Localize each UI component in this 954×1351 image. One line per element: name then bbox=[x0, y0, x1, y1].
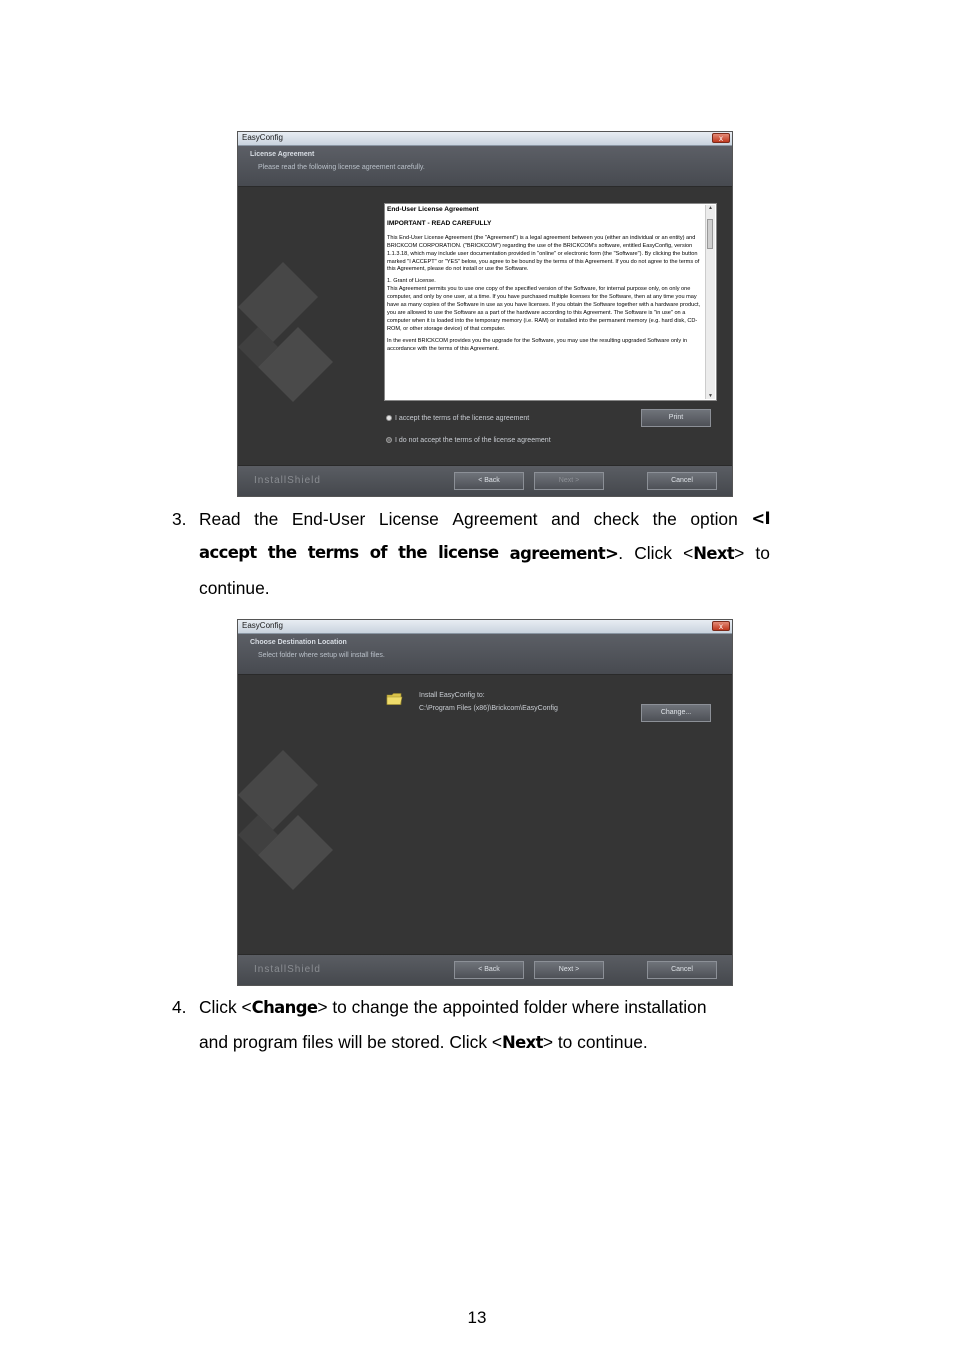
bold-word: terms bbox=[307, 543, 359, 562]
header-title: Choose Destination Location bbox=[250, 639, 347, 646]
accept-radio-label: I accept the terms of the license agreement bbox=[395, 415, 530, 422]
radio-selected-icon[interactable] bbox=[386, 437, 392, 443]
next-button[interactable]: Next > bbox=[534, 472, 604, 490]
step-4-text bbox=[199, 990, 770, 1060]
word: Agreement bbox=[452, 509, 538, 529]
word: . bbox=[618, 543, 624, 563]
license-text-box[interactable] bbox=[384, 203, 717, 401]
text-line bbox=[199, 1025, 770, 1060]
word: < bbox=[683, 543, 694, 563]
decline-radio[interactable] bbox=[386, 437, 551, 444]
change-button[interactable]: Change... bbox=[641, 704, 711, 722]
close-icon[interactable]: x bbox=[712, 133, 730, 143]
step-number: 4. bbox=[172, 997, 187, 1017]
word: and bbox=[551, 509, 581, 529]
cancel-button[interactable]: Cancel bbox=[647, 472, 717, 490]
text: and program files will be stored. Click < bbox=[199, 1032, 503, 1052]
word: Read bbox=[199, 509, 241, 529]
title-bar bbox=[238, 620, 732, 634]
word: check bbox=[593, 509, 640, 529]
license-paragraph: This End-User License Agreement (the "Agreement") is a legal agreement between you (either an individual or an entity) and BRICKCOM CORPORATION. ("BRICKCOM") regarding the use of the BRICKCOM's software, entitled EasyConfig, version 1.1.3.18, which may include user documentation provided in "online" or electronic form (the "Software"). By clicking the button marked "I ACCEPT" or "YES" below, you agree to be bound by the terms of this Agreement. If you do not agree to the terms of this Agreement, please do not install or use the Software. bbox=[387, 234, 700, 273]
bold-word: accept bbox=[199, 543, 257, 562]
install-path: C:\Program Files (x86)\Brickcom\EasyConfig bbox=[419, 705, 558, 712]
text: Click < bbox=[199, 997, 252, 1017]
license-heading: End-User License Agreement bbox=[387, 206, 479, 213]
bold-word: Next bbox=[502, 1033, 543, 1052]
window-title: EasyConfig bbox=[242, 621, 283, 630]
wizard-body bbox=[238, 187, 732, 466]
license-important: IMPORTANT - READ CAREFULLY bbox=[387, 219, 492, 227]
decorative-diamond-icon bbox=[238, 247, 358, 407]
text: > to continue. bbox=[542, 1032, 648, 1052]
install-label: Install EasyConfig to: bbox=[419, 692, 485, 699]
license-paragraph: In the event BRICKCOM provides you the upgrade for the Software, you may use the resulting upgraded Software only in accordance with the terms of this Agreement. bbox=[387, 337, 688, 352]
destination-window bbox=[237, 619, 733, 986]
word: > bbox=[734, 543, 745, 563]
text-line bbox=[199, 536, 770, 571]
decorative-diamond-icon bbox=[238, 735, 358, 895]
close-icon[interactable]: x bbox=[712, 621, 730, 631]
bold-word: Change bbox=[251, 998, 318, 1017]
wizard-footer bbox=[238, 954, 732, 985]
installshield-logo: InstallShield bbox=[254, 475, 321, 486]
installshield-logo: InstallShield bbox=[254, 964, 321, 975]
back-button[interactable]: < Back bbox=[454, 472, 524, 490]
wizard-header bbox=[238, 634, 732, 675]
bold-word: of bbox=[369, 543, 387, 562]
folder-icon bbox=[386, 692, 403, 706]
word: option bbox=[690, 509, 738, 529]
step-number: 3. bbox=[172, 509, 187, 529]
bold-word: license bbox=[438, 543, 499, 562]
scroll-up-icon[interactable]: ▲ bbox=[708, 205, 713, 211]
wizard-footer bbox=[238, 465, 732, 496]
word: Click bbox=[634, 543, 672, 563]
wizard-body bbox=[238, 675, 732, 955]
license-section-title: 1. Grant of License. bbox=[387, 278, 436, 285]
radio-icon[interactable] bbox=[386, 415, 392, 421]
back-button[interactable]: < Back bbox=[454, 961, 524, 979]
text: > to change the appointed folder where installation bbox=[317, 997, 707, 1017]
license-scrollbar[interactable] bbox=[705, 205, 715, 399]
text-line bbox=[199, 502, 770, 536]
license-paragraph: This Agreement permits you to use one copy of the specified version of the Software, for internal purpose only, on only one computer, and only by one user, at a time. If you have purchased multiple licenses for the Software, then at any time you may have as many copies of the Software in use as you have licenses. If you obtain the Software together with a hardware product, you are allowed to use the Software as a part of the hardware according to this Agreement. The Software is "in use" on a computer when it is loaded into the temporary memory (i.e. RAM) or installed into the permanent memory (e.g. hard disk, CD-ROM, or other storage device) of that computer. bbox=[387, 286, 701, 332]
wizard-header bbox=[238, 146, 732, 187]
page-number: 13 bbox=[467, 1308, 487, 1327]
step-3-text bbox=[199, 502, 770, 605]
header-subtitle: Select folder where setup will install files. bbox=[258, 652, 385, 659]
bold-word: the bbox=[267, 543, 297, 562]
decline-radio-label: I do not accept the terms of the license agreement bbox=[395, 437, 551, 444]
next-button[interactable]: Next > bbox=[534, 961, 604, 979]
header-subtitle: Please read the following license agreement carefully. bbox=[258, 164, 425, 171]
word: End-User bbox=[291, 509, 366, 529]
license-agreement-window bbox=[237, 131, 733, 497]
word: the bbox=[254, 509, 279, 529]
bold-word: the bbox=[398, 543, 427, 562]
window-title: EasyConfig bbox=[242, 133, 283, 142]
word: to bbox=[755, 543, 770, 563]
header-title: License Agreement bbox=[250, 151, 315, 158]
text-line: continue. bbox=[199, 578, 270, 598]
word: License bbox=[378, 509, 439, 529]
text-line bbox=[199, 990, 770, 1025]
bold-word: Next bbox=[693, 544, 735, 563]
cancel-button[interactable]: Cancel bbox=[647, 961, 717, 979]
accept-radio[interactable] bbox=[386, 415, 529, 422]
title-bar bbox=[238, 132, 732, 146]
word: the bbox=[652, 509, 677, 529]
bold-word: <I bbox=[751, 509, 770, 528]
bold-word: agreement> bbox=[509, 544, 619, 563]
print-button[interactable]: Print bbox=[641, 409, 711, 427]
scroll-thumb[interactable] bbox=[707, 219, 713, 249]
scroll-down-icon[interactable]: ▼ bbox=[708, 393, 713, 399]
